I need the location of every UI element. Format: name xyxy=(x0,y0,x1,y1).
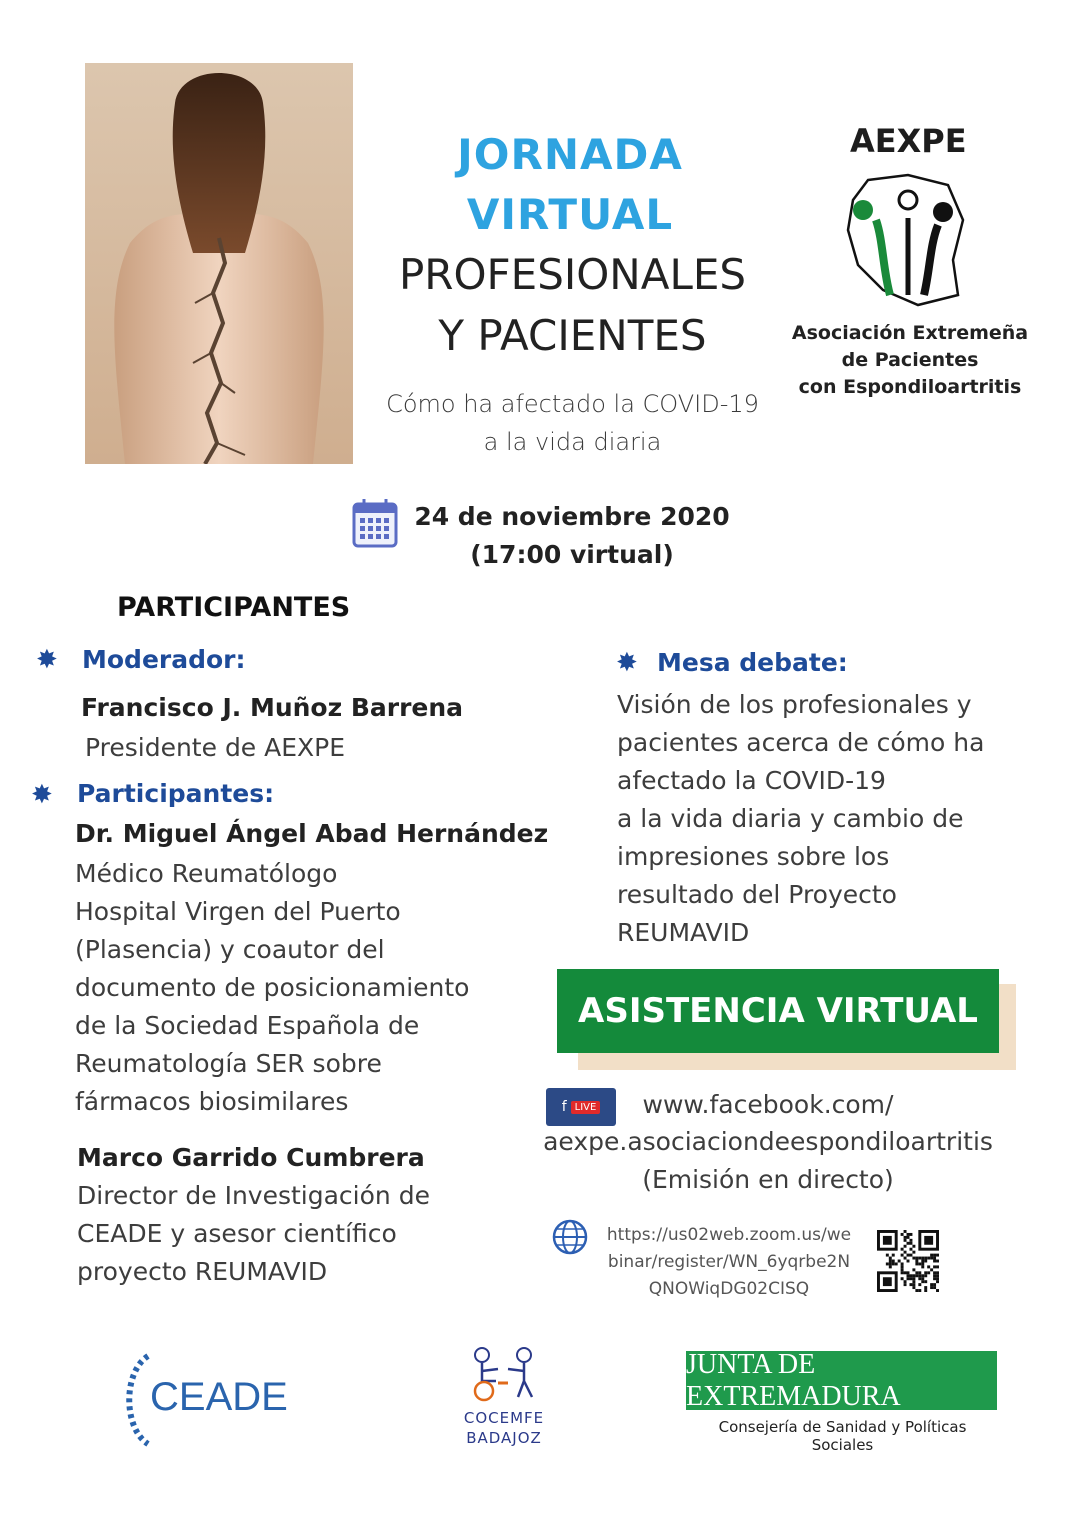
asterisk-bullet-icon: ✸ xyxy=(616,648,638,678)
debate-label: Mesa debate: xyxy=(657,648,848,677)
participant-2-line: proyecto REUMAVID xyxy=(77,1257,328,1286)
facebook-live-note: (Emisión en directo) xyxy=(642,1165,894,1194)
participant-1-description xyxy=(75,855,535,1121)
participants-heading: PARTICIPANTES xyxy=(117,592,351,623)
asterisk-bullet-icon: ✸ xyxy=(31,780,53,810)
moderator-name: Francisco J. Muñoz Barrena xyxy=(81,693,464,722)
title-profesionales: PROFESIONALES xyxy=(398,250,747,299)
participant-2-name: Marco Garrido Cumbrera xyxy=(77,1143,425,1172)
junta-consejeria-subtitle: Consejería de Sanidad y Políticas Sociales xyxy=(718,1418,967,1454)
facebook-live-icon xyxy=(546,1088,616,1126)
ceade-logo-text: CEADE xyxy=(150,1375,288,1419)
debate-line: a la vida diaria y cambio de xyxy=(617,804,964,833)
cocemfe-figures-icon xyxy=(458,1345,550,1409)
live-badge: LIVE xyxy=(571,1101,601,1114)
moderator-role: Presidente de AEXPE xyxy=(85,733,346,762)
debate-description xyxy=(617,686,1057,952)
participants-label: Participantes: xyxy=(77,779,275,808)
zoom-link-line[interactable]: binar/register/WN_6yqrbe2N xyxy=(607,1252,851,1272)
title-jornada: JORNADA xyxy=(457,130,683,179)
event-date: 24 de noviembre 2020 xyxy=(414,502,730,531)
zoom-link-line[interactable]: QNOWiqDG02CISQ xyxy=(648,1279,810,1299)
participant-2-line: CEADE y asesor científico xyxy=(77,1219,397,1248)
moderator-label: Moderador: xyxy=(82,645,246,674)
cocemfe-logo-text xyxy=(448,1408,560,1448)
participant-2-description xyxy=(77,1177,537,1291)
title-virtual: VIRTUAL xyxy=(466,190,674,239)
asterisk-bullet-icon: ✸ xyxy=(36,645,58,675)
aexpe-full-name xyxy=(790,320,1030,401)
facebook-link-line2[interactable]: aexpe.asociaciondeespondiloartritis xyxy=(543,1127,993,1156)
cocemfe-line1: COCEMFE xyxy=(463,1409,545,1427)
participant-1-name: Dr. Miguel Ángel Abad Hernández xyxy=(75,819,549,848)
asistencia-virtual-banner: ASISTENCIA VIRTUAL xyxy=(557,969,999,1053)
participant-1-line: (Plasencia) y coautor del xyxy=(75,935,385,964)
qr-code-icon xyxy=(877,1230,939,1296)
participant-1-line: Reumatología SER sobre xyxy=(75,1049,382,1078)
zoom-link-line[interactable]: https://us02web.zoom.us/we xyxy=(606,1225,852,1245)
title-pacientes: Y PACIENTES xyxy=(438,311,707,360)
aexpe-full-line3: con Espondiloartritis xyxy=(798,376,1022,398)
aexpe-full-line2: de Pacientes xyxy=(841,349,979,371)
facebook-link-line1[interactable]: www.facebook.com/ xyxy=(642,1090,894,1119)
debate-line: afectado la COVID-19 xyxy=(617,766,886,795)
participant-1-line: fármacos biosimilares xyxy=(75,1087,349,1116)
cocemfe-line2: BADAJOZ xyxy=(466,1429,542,1447)
aexpe-logo-name: AEXPE xyxy=(850,122,967,160)
subtitle-line1: Cómo ha afectado la COVID-19 xyxy=(386,390,759,418)
hero-photo-back xyxy=(85,63,353,464)
calendar-icon xyxy=(352,498,398,552)
event-time: (17:00 virtual) xyxy=(470,540,674,569)
debate-line: resultado del Proyecto xyxy=(617,880,897,909)
debate-line: pacientes acerca de cómo ha xyxy=(617,728,985,757)
facebook-f-glyph: f xyxy=(561,1099,567,1115)
aexpe-logo-emblem xyxy=(838,170,978,314)
aexpe-full-line1: Asociación Extremeña xyxy=(791,322,1029,344)
participant-2-line: Director de Investigación de xyxy=(77,1181,430,1210)
subtitle-line2: a la vida diaria xyxy=(483,428,662,456)
participant-1-line: Hospital Virgen del Puerto xyxy=(75,897,401,926)
debate-line: impresiones sobre los xyxy=(617,842,890,871)
debate-line: REUMAVID xyxy=(617,918,750,947)
debate-line: Visión de los profesionales y xyxy=(617,690,972,719)
participant-1-line: Médico Reumatólogo xyxy=(75,859,338,888)
junta-extremadura-logo: JUNTA DE EXTREMADURA xyxy=(686,1351,997,1410)
globe-icon xyxy=(551,1218,589,1260)
participant-1-line: de la Sociedad Española de xyxy=(75,1011,420,1040)
zoom-link[interactable] xyxy=(598,1222,860,1303)
participant-1-line: documento de posicionamiento xyxy=(75,973,470,1002)
